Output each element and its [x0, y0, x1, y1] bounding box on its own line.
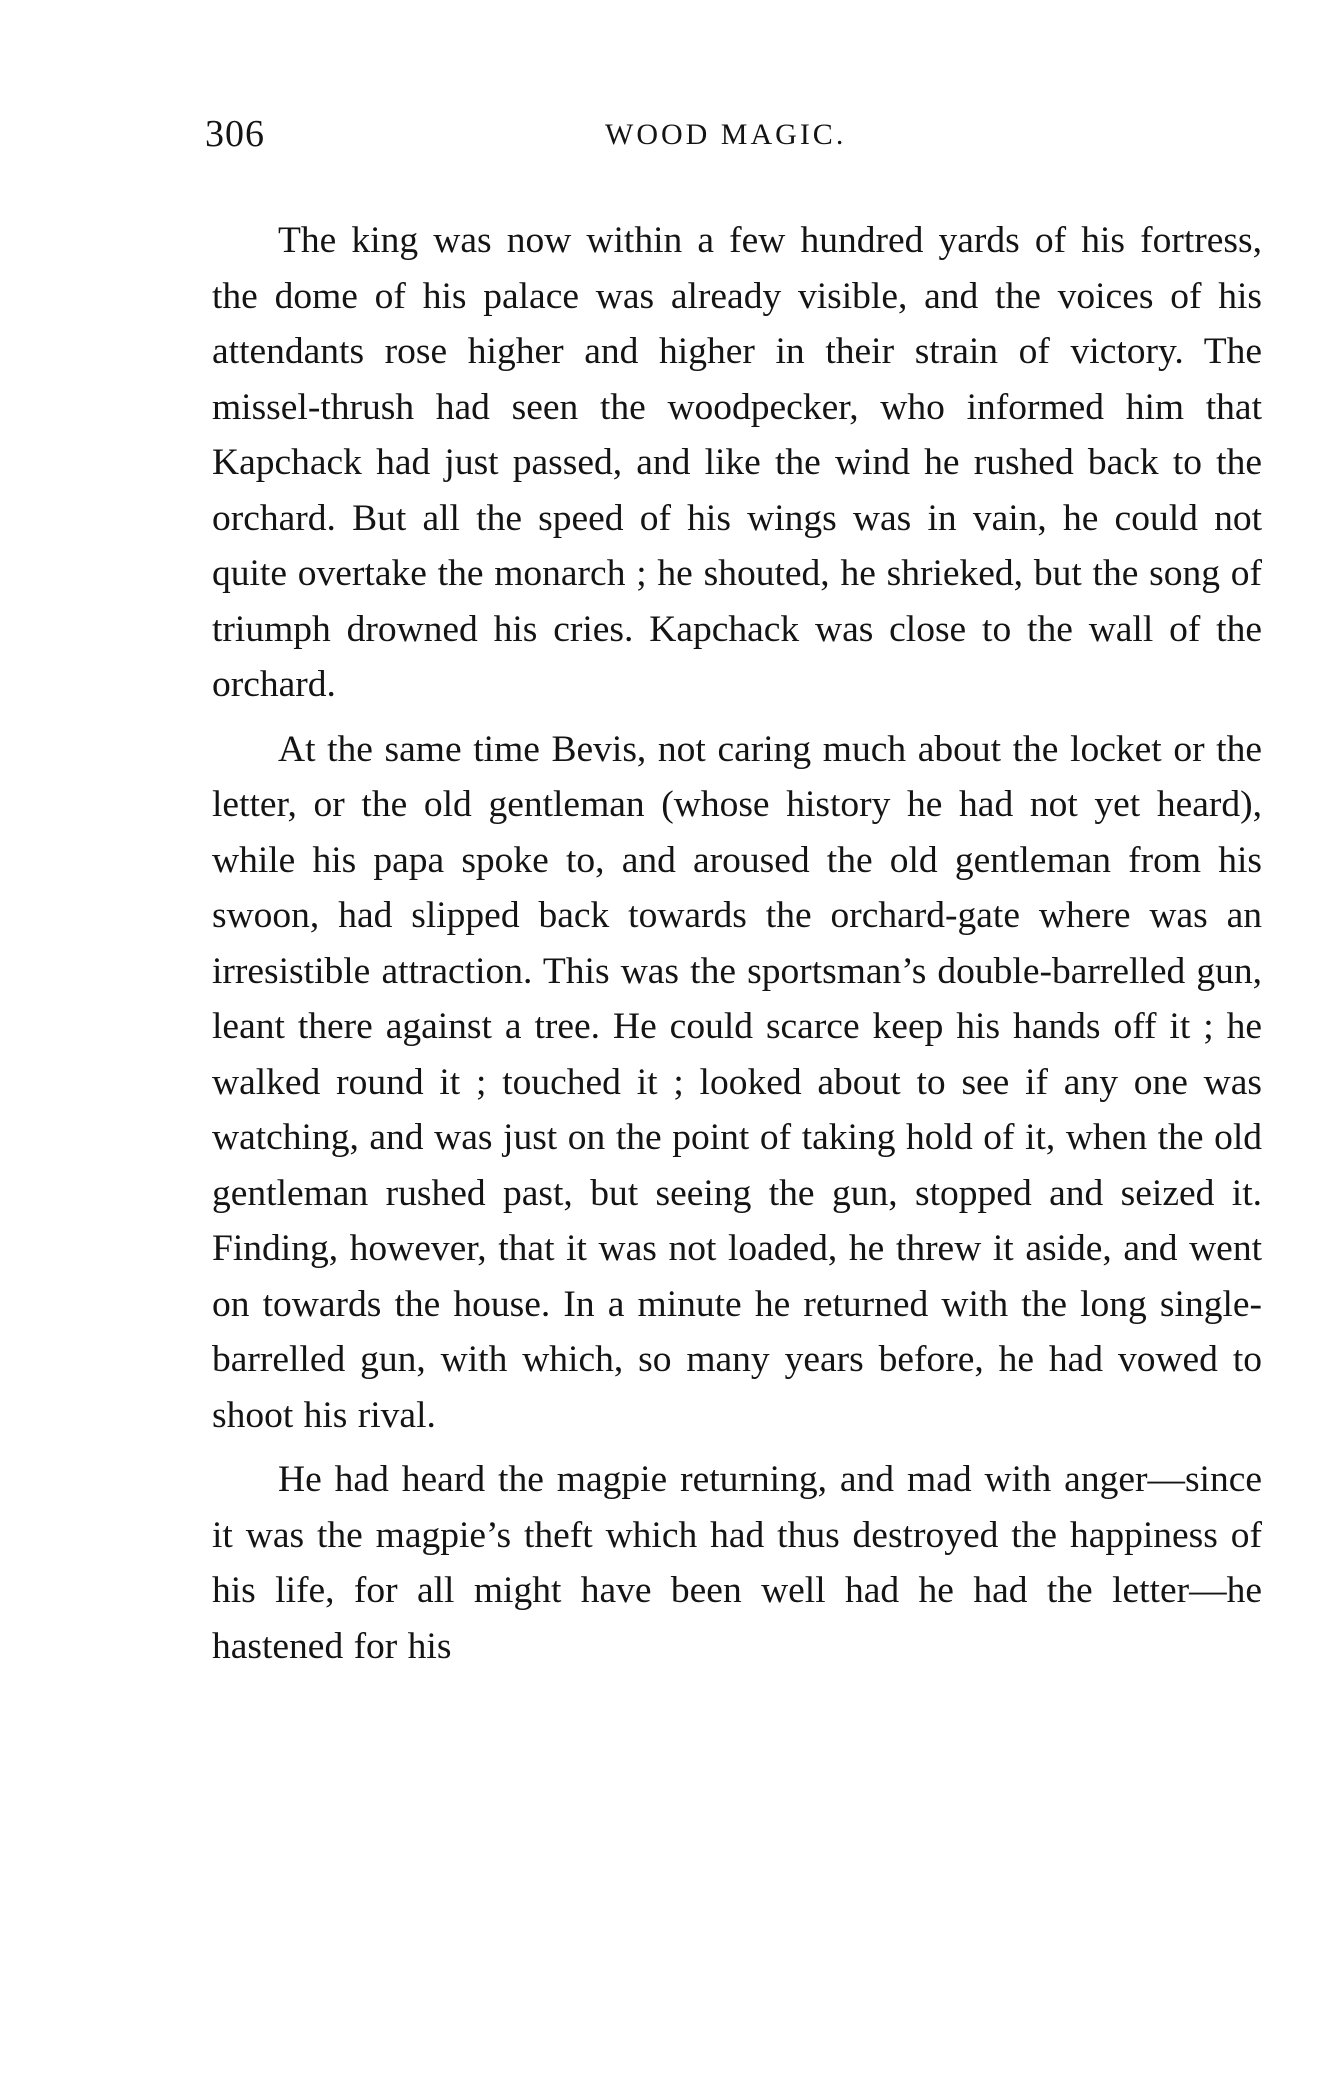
body-text [212, 213, 1262, 1683]
running-title: WOOD MAGIC. [605, 118, 847, 151]
paragraph: He had heard the magpie returning, and mad with anger—since it was the magpie’s theft which had thus destroyed the happiness of his life, for all might have been well had he had the letter—he hastened for his [212, 1459, 1262, 1667]
page-number: 306 [205, 113, 265, 155]
paragraph: At the same time Bevis, not caring much about the locket or the letter, or the old gentleman (whose history he had not yet heard), while his papa spoke to, and aroused the old gentleman from his swoon, had slipped back towards the orchard-gate where was an irresistible attraction. This was the sportsman’s double-barrelled gun, leant there against a tree. He could scarce keep his hands off it ; he walked round it ; touched it ; looked about to see if any one was watching, and was just on the point of taking hold of it, when the old gentleman rushed past, but seeing the gun, stopped and seized it. Finding, however, that it was not loaded, he threw it aside, and went on towards the house. In a minute he returned with the long single-barrelled gun, with which, so many years before, he had vowed to shoot his rival. [212, 728, 1262, 1436]
running-head [205, 112, 1265, 172]
paragraph: The king was now within a few hundred yards of his fortress, the dome of his palace was already visible, and the voices of his attendants rose higher and higher in their strain of victory. The missel-thrush had seen the woodpecker, who informed him that Kapchack had just passed, and like the wind he rushed back to the orchard. But all the speed of his wings was in vain, he could not quite overtake the monarch ; he shouted, he shrieked, but the song of triumph drowned his cries. Kapchack was close to the wall of the orchard. [212, 220, 1262, 705]
